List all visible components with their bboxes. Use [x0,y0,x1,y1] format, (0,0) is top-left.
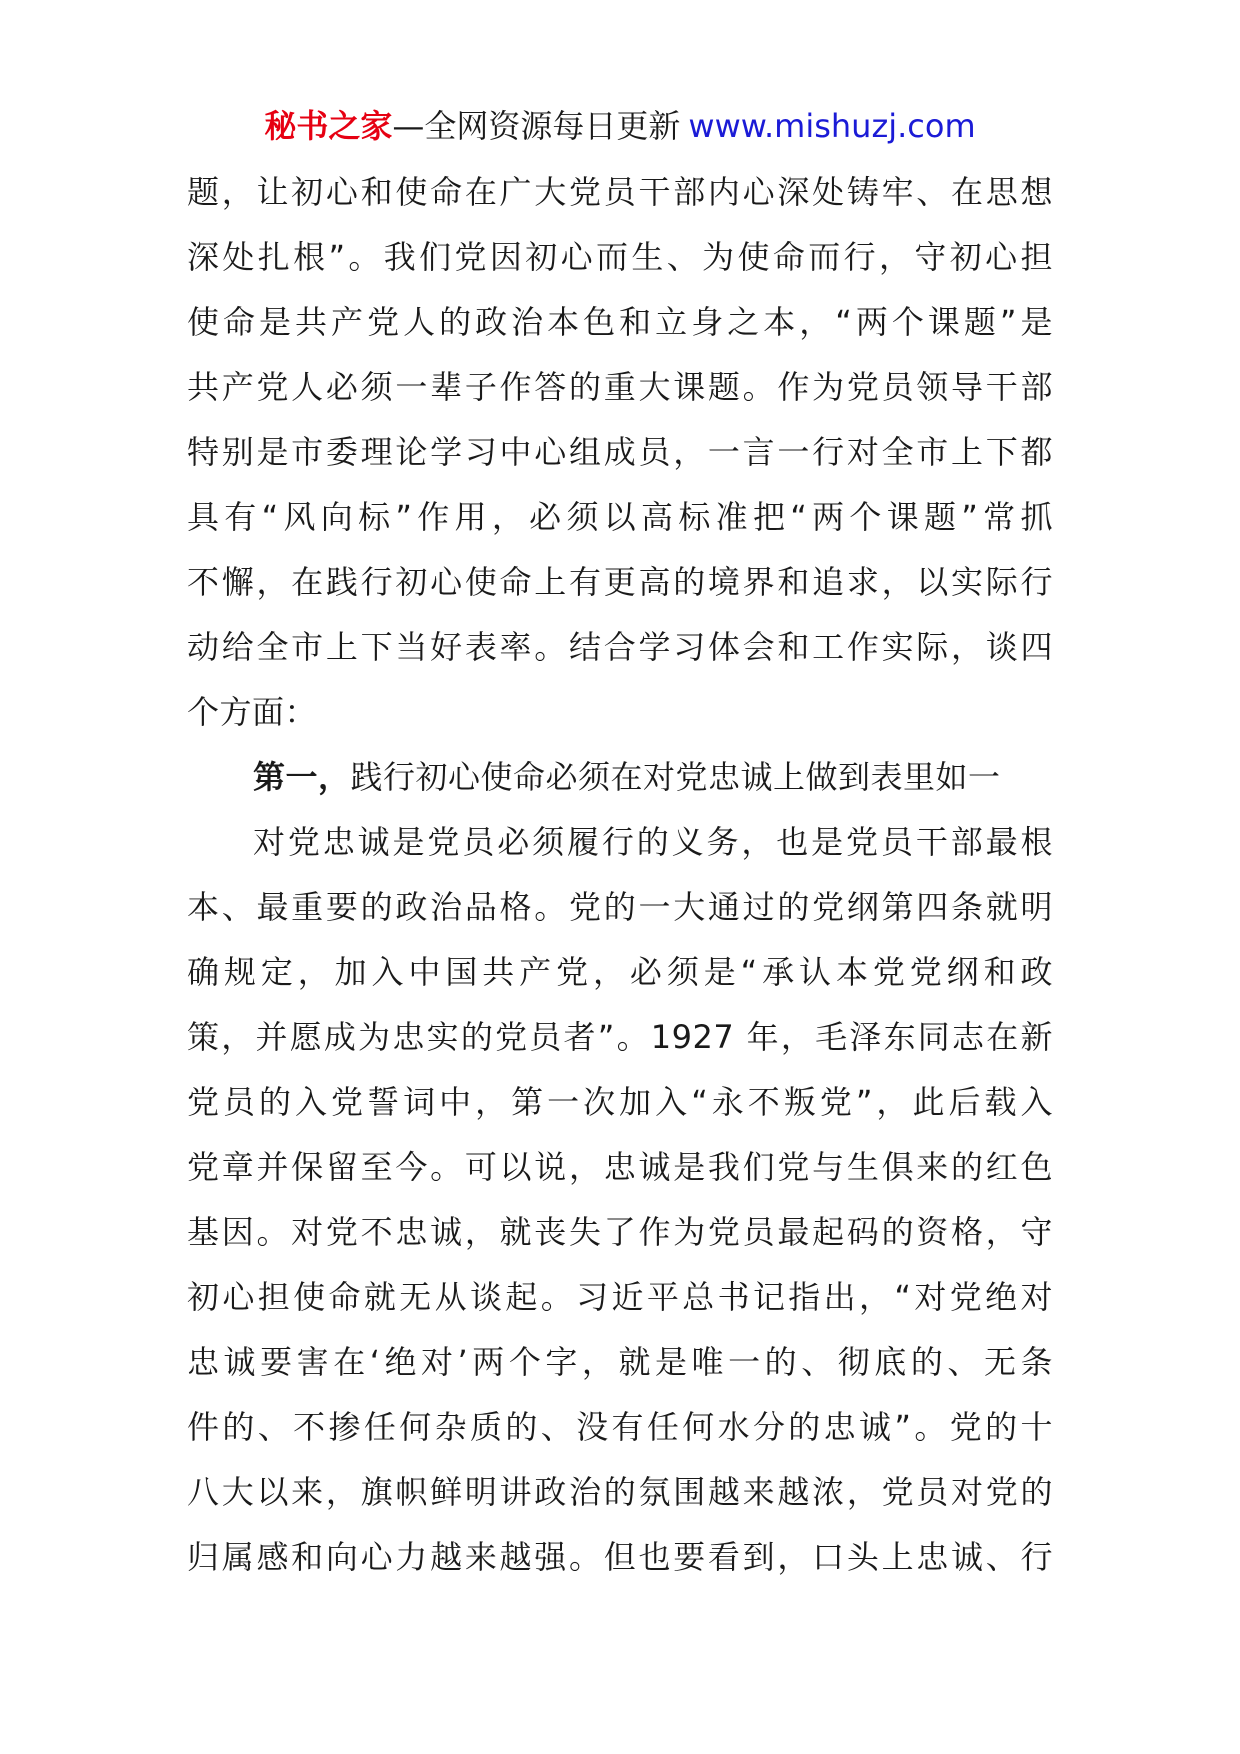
body-line: 个方面： [187,693,318,731]
section-heading [187,745,1053,810]
section-heading-text: 践行初心使命必须在对党忠诚上做到表里如一 [350,758,1001,796]
body-line: 党章并保留至今。可以说，忠诚是我们党与生俱来的红色 [187,1148,1053,1186]
body-line: 党员的入党誓词中，第一次加入“永不叛党”，此后载入 [187,1083,1053,1121]
body-line: 共产党人必须一辈子作答的重大课题。作为党员领导干部 [187,368,1053,406]
body-line: 深处扎根”。我们党因初心而生、为使命而行，守初心担 [187,238,1053,276]
body-line: 具有“风向标”作用，必须以高标准把“两个课题”常抓 [187,498,1053,536]
body-line: 件的、不掺任何杂质的、没有任何水分的忠诚”。党的十 [187,1408,1053,1446]
body-line: 策，并愿成为忠实的党员者”。1927 年，毛泽东同志在新 [187,1018,1053,1056]
site-header [0,104,1240,148]
body-line: 初心担使命就无从谈起。习近平总书记指出，“对党绝对 [187,1278,1053,1316]
body-line: 动给全市上下当好表率。结合学习体会和工作实际，谈四 [187,628,1053,666]
document-body [187,160,1053,1590]
section-heading-lead: 第一， [253,758,351,796]
body-line: 基因。对党不忠诚，就丧失了作为党员最起码的资格，守 [187,1213,1053,1251]
body-line: 忠诚要害在‘绝对’两个字，就是唯一的、彻底的、无条 [187,1343,1053,1381]
body-line: 本、最重要的政治品格。党的一大通过的党纲第四条就明 [187,888,1053,926]
body-line: 题，让初心和使命在广大党员干部内心深处铸牢、在思想 [187,173,1053,211]
body-line: 八大以来，旗帜鲜明讲政治的氛围越来越浓，党员对党的 [187,1473,1053,1511]
site-tagline: —全网资源每日更新 [392,107,681,145]
body-line: 确规定，加入中国共产党，必须是“承认本党党纲和政 [187,953,1053,991]
body-line: 对党忠诚是党员必须履行的义务，也是党员干部最根 [253,823,1053,861]
body-line: 特别是市委理论学习中心组成员，一言一行对全市上下都 [187,433,1053,471]
body-line: 使命是共产党人的政治本色和立身之本，“两个课题”是 [187,303,1053,341]
body-line: 归属感和向心力越来越强。但也要看到，口头上忠诚、行 [187,1538,1053,1576]
site-brand: 秘书之家 [264,107,393,145]
site-url-link[interactable]: www.mishuzj.com [688,107,976,145]
body-line: 不懈，在践行初心使命上有更高的境界和追求，以实际行 [187,563,1053,601]
